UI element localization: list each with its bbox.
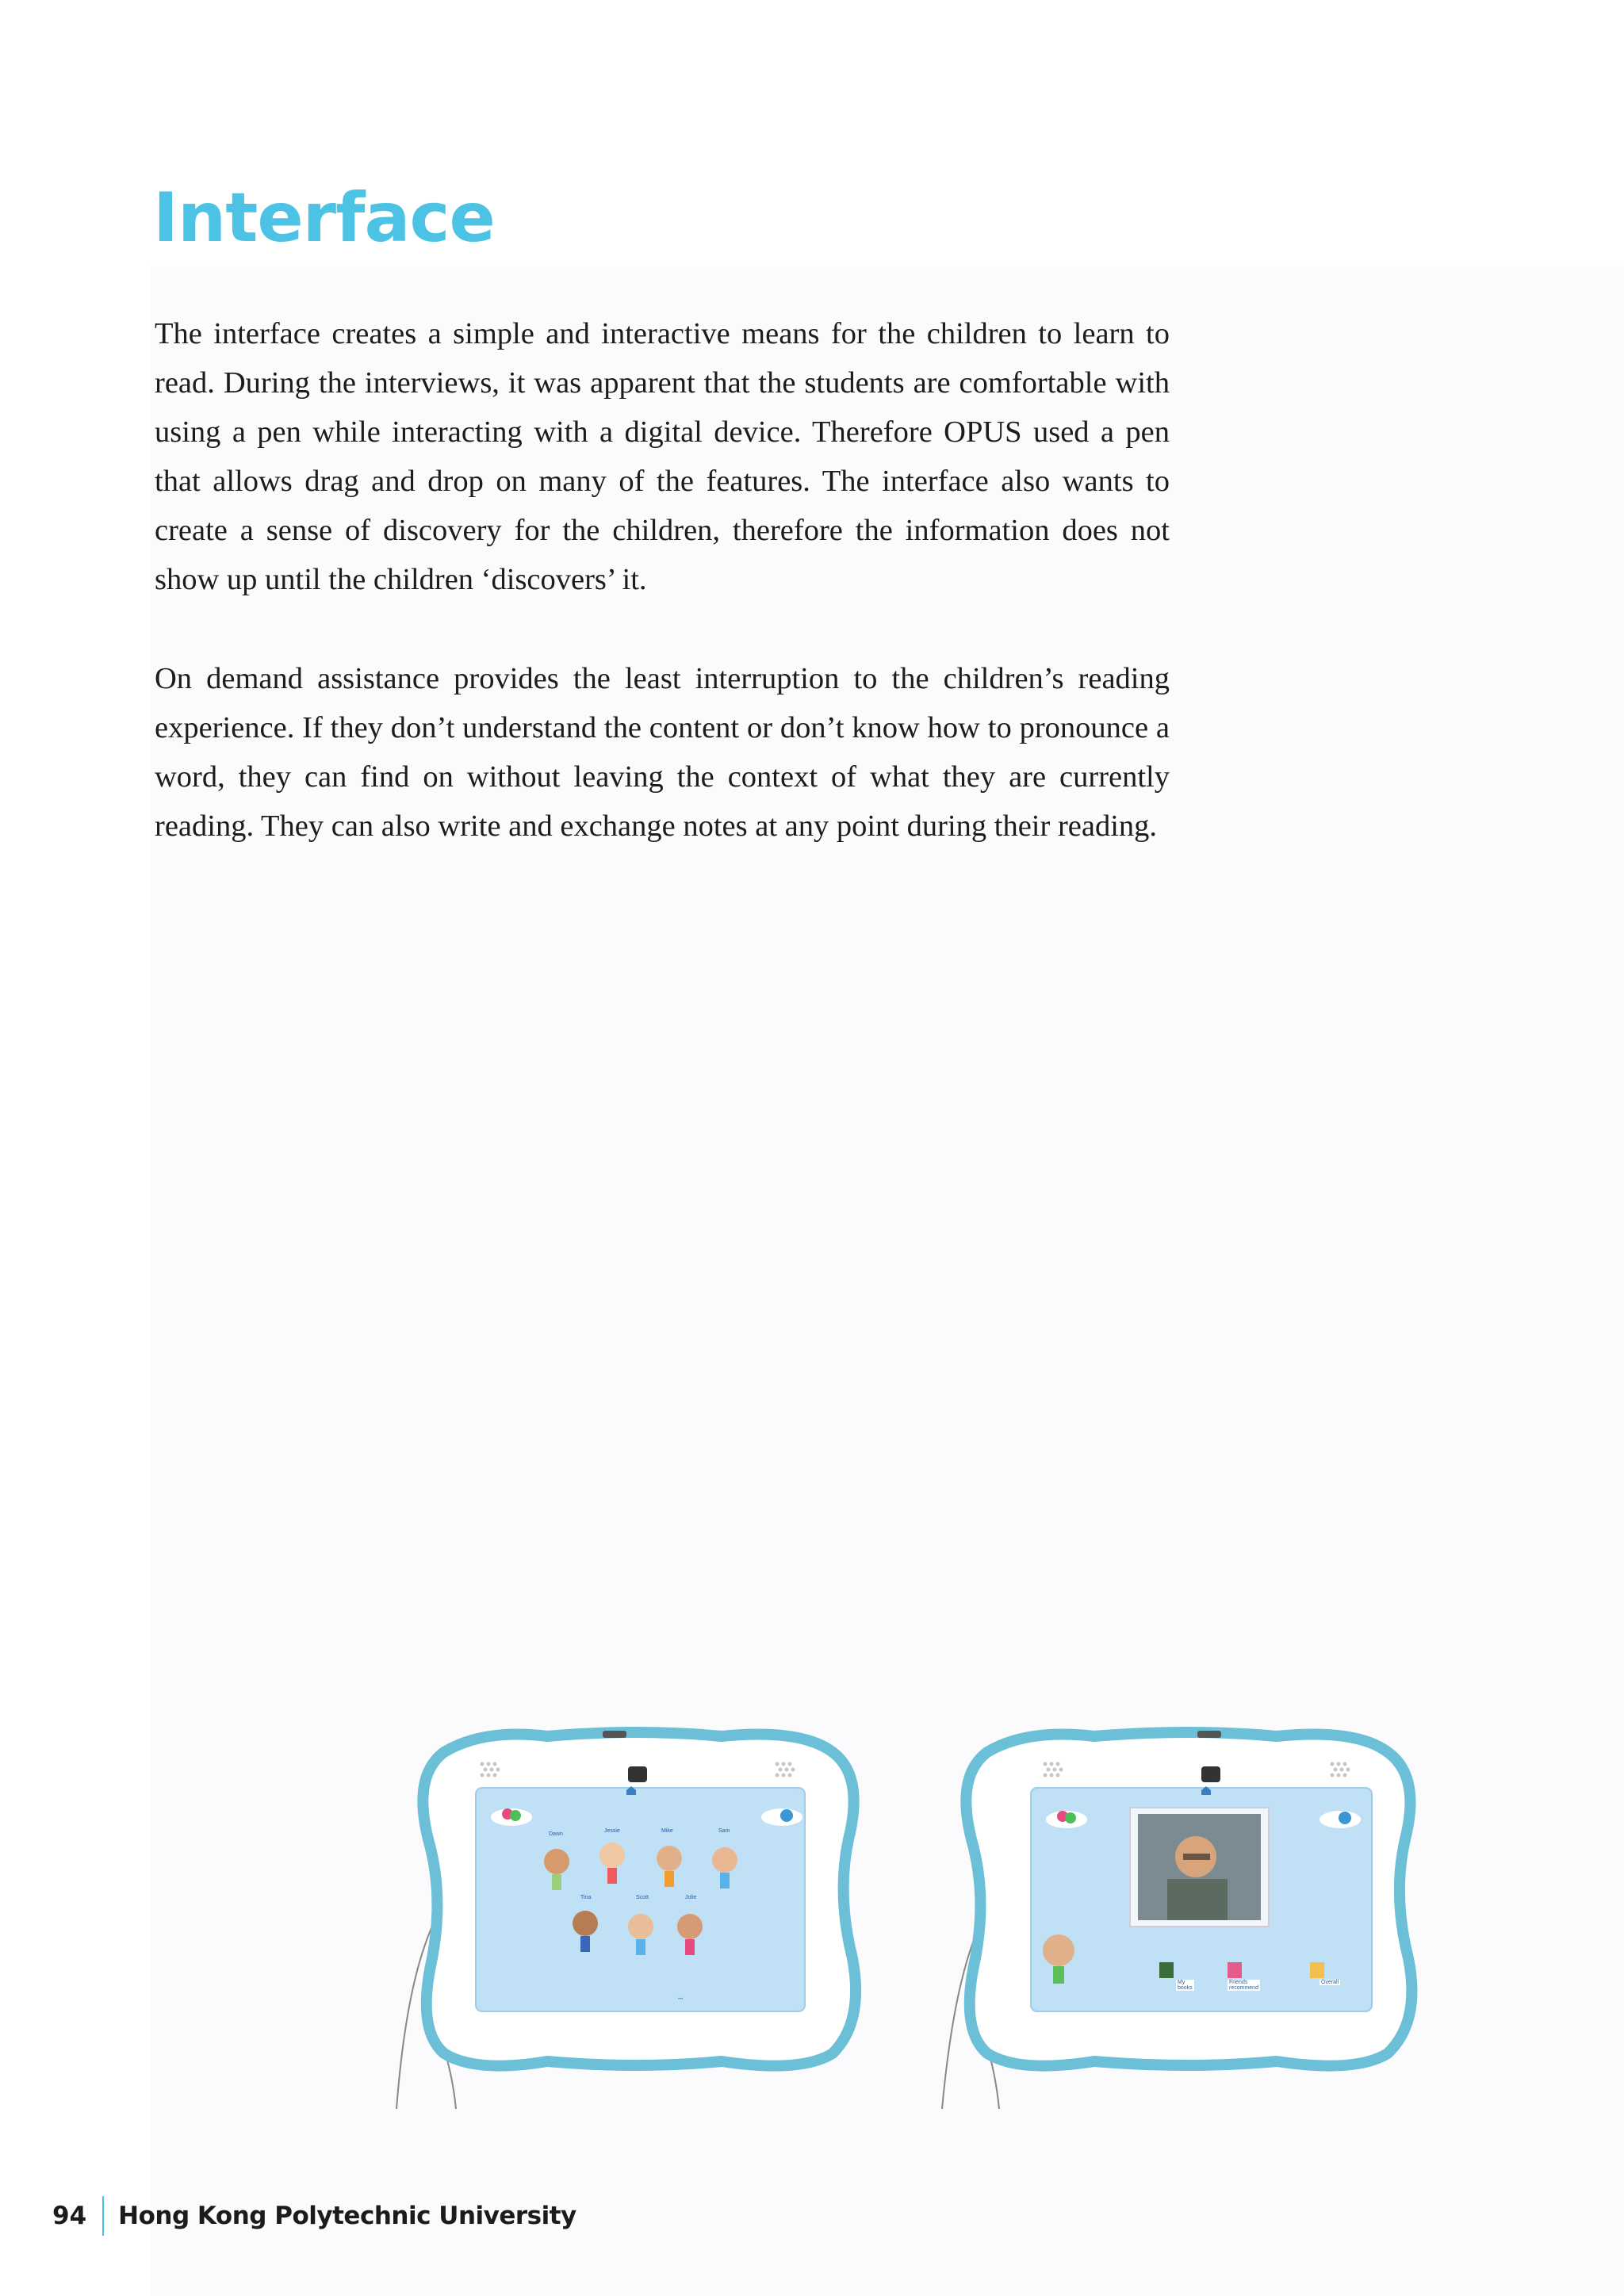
- tablet-illustration-friends: [389, 1720, 888, 2117]
- page-title: Interface: [153, 178, 495, 258]
- camera-icon: [628, 1766, 647, 1782]
- body-paragraph-2: On demand assistance provides the least interruption to the children’s reading experience. If they don’t understand the content or don’t know how to pronounce a word, they can find on without leaving the context of what they are currently reading. They can also write and exchange notes at any point during their reading.: [155, 662, 1170, 843]
- tablet-illustration-profile: [936, 1720, 1443, 2117]
- friend-name: Mike: [661, 1828, 673, 1834]
- friend-name: Jessie: [604, 1828, 620, 1834]
- friend-name: Jolie: [685, 1895, 697, 1900]
- shelf-label-friends-recommend: Friends recommend: [1229, 1980, 1258, 1991]
- user-avatar: [1043, 1934, 1074, 1966]
- friend-name: Tina: [580, 1895, 592, 1900]
- page-number: 94: [52, 2202, 87, 2230]
- shelf-label-overall: Overall: [1321, 1980, 1339, 1985]
- book-icon: [1228, 1962, 1242, 1978]
- friend-name: Sam: [718, 1828, 730, 1834]
- shelf-label-my-books: My books: [1178, 1980, 1193, 1991]
- footer-divider: [102, 2196, 104, 2236]
- book-icon: [1159, 1962, 1174, 1978]
- book-icon: [1310, 1962, 1324, 1978]
- camera-icon: [1201, 1766, 1220, 1782]
- svg-text:•••: •••: [678, 1997, 684, 2002]
- page-footer: [52, 2196, 576, 2236]
- institution-name: Hong Kong Polytechnic University: [118, 2202, 576, 2230]
- friend-name: Scott: [636, 1895, 649, 1900]
- body-paragraph-1: The interface creates a simple and interactive means for the children to learn to read. During the interviews, it was apparent that the students are comfortable with using a pen while interacting with a digital device. Therefore OPUS used a pen that allows drag and drop on many of the features. The interface also wants to create a sense of discovery for the children, therefore the information does not show up until the children ‘discovers’ it.: [155, 317, 1170, 596]
- friend-name: Dawn: [549, 1831, 563, 1837]
